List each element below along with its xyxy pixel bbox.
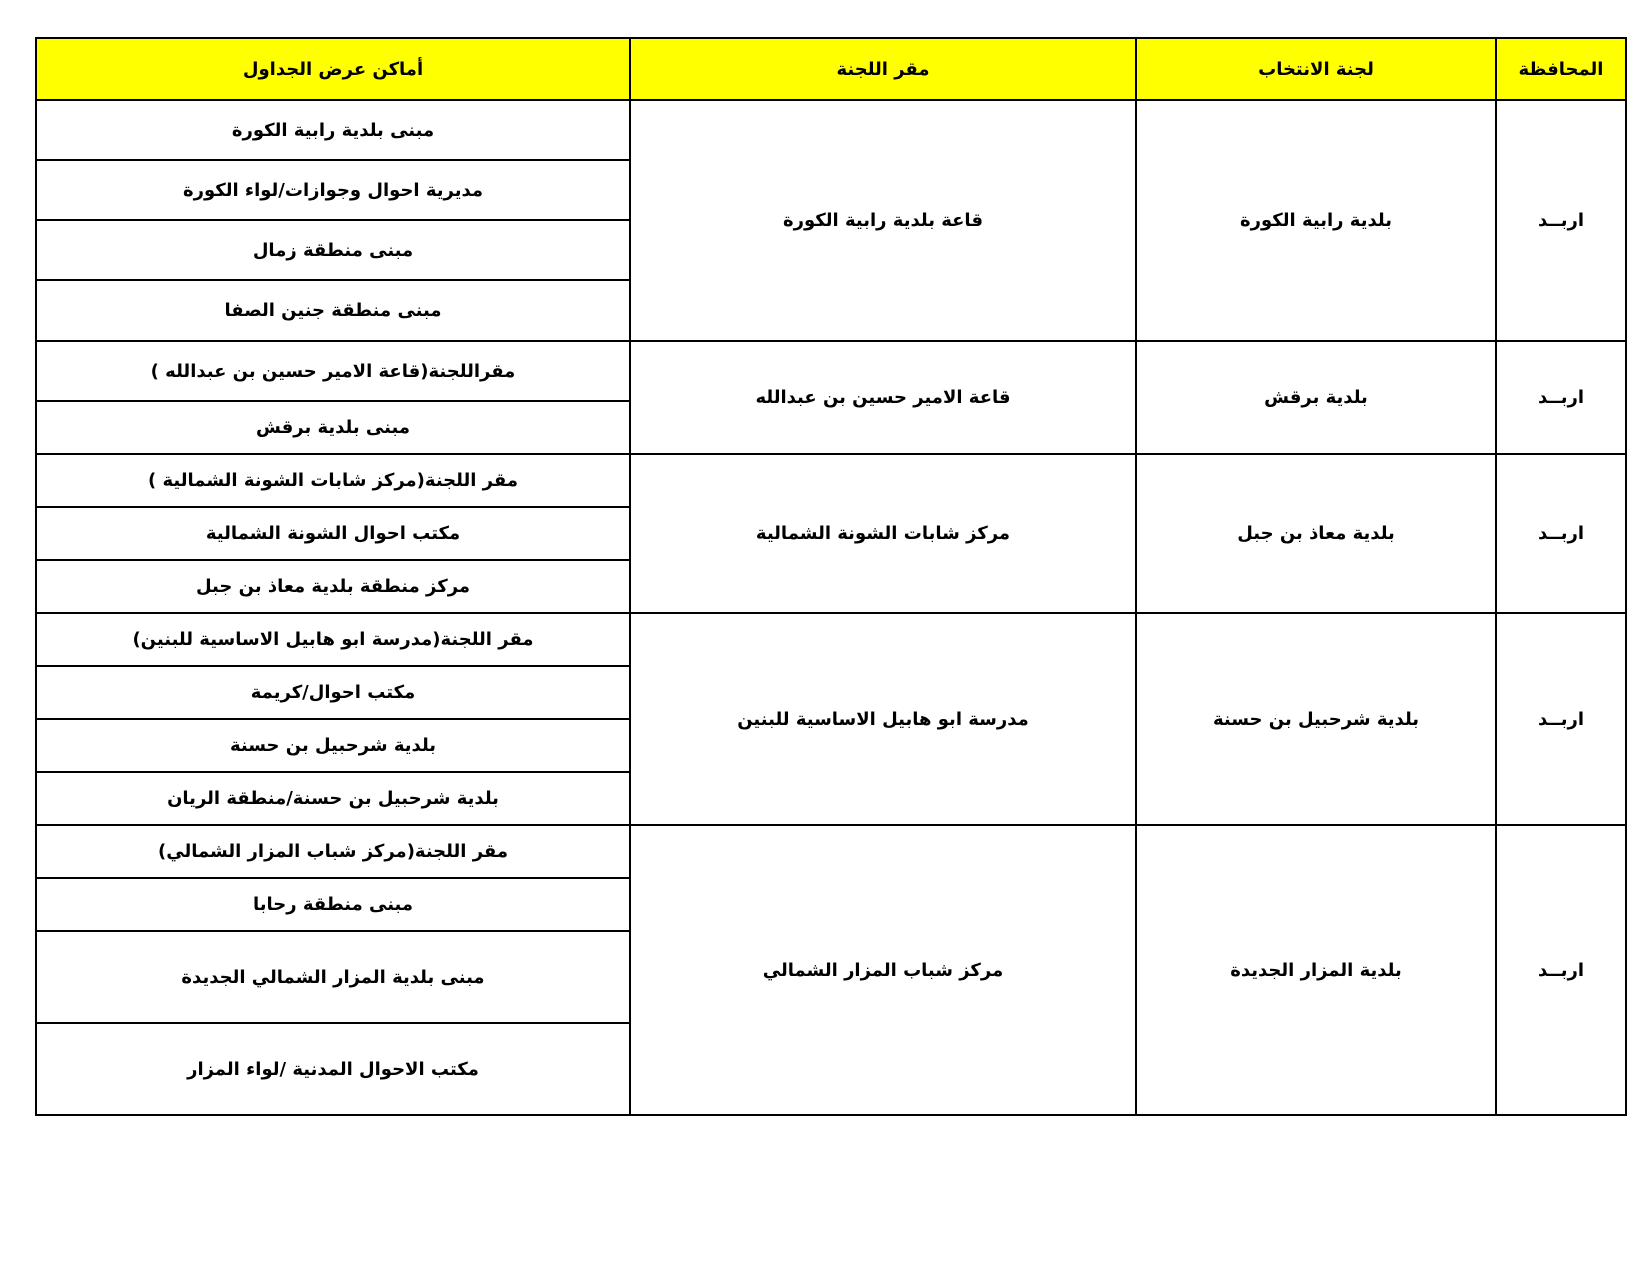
committee-cell: بلدية رابية الكورة [1136,100,1496,341]
display-place-cell: مكتب احوال الشونة الشمالية [36,507,630,560]
table-row [36,825,1626,878]
header-row [36,38,1626,100]
table-row [36,613,1626,666]
governorate-cell: اربــد [1496,454,1626,613]
committee-cell: بلدية معاذ بن جبل [1136,454,1496,613]
governorate-cell: اربــد [1496,341,1626,454]
committee-cell: بلدية شرحبيل بن حسنة [1136,613,1496,825]
seat-cell: قاعة الامير حسين بن عبدالله [630,341,1136,454]
display-place-cell: مبنى منطقة رحابا [36,878,630,931]
display-place-cell: مبنى بلدية برقش [36,401,630,454]
table-row [36,454,1626,507]
committees-table [35,37,1627,1116]
display-place-cell: مكتب احوال/كريمة [36,666,630,719]
display-place-cell: مكتب الاحوال المدنية /لواء المزار [36,1023,630,1115]
header-seat: مقر اللجنة [630,38,1136,100]
table-row [36,100,1626,160]
committee-cell: بلدية المزار الجديدة [1136,825,1496,1115]
seat-cell: مدرسة ابو هابيل الاساسية للبنين [630,613,1136,825]
governorate-cell: اربــد [1496,825,1626,1115]
governorate-cell: اربــد [1496,100,1626,341]
seat-cell: مركز شباب المزار الشمالي [630,825,1136,1115]
table-row [36,341,1626,401]
display-place-cell: بلدية شرحبيل بن حسنة/منطقة الريان [36,772,630,825]
display-place-cell: مقر اللجنة(مركز شباب المزار الشمالي) [36,825,630,878]
display-place-cell: مبنى منطقة زمال [36,220,630,280]
display-place-cell: مقراللجنة(قاعة الامير حسين بن عبدالله ) [36,341,630,401]
display-place-cell: مبنى بلدية المزار الشمالي الجديدة [36,931,630,1023]
display-place-cell: مبنى بلدية رابية الكورة [36,100,630,160]
header-display-places: أماكن عرض الجداول [36,38,630,100]
display-place-cell: مركز منطقة بلدية معاذ بن جبل [36,560,630,613]
display-place-cell: مقر اللجنة(مركز شابات الشونة الشمالية ) [36,454,630,507]
committee-cell: بلدية برقش [1136,341,1496,454]
seat-cell: مركز شابات الشونة الشمالية [630,454,1136,613]
seat-cell: قاعة بلدية رابية الكورة [630,100,1136,341]
header-governorate: المحافظة [1496,38,1626,100]
display-place-cell: مقر اللجنة(مدرسة ابو هابيل الاساسية للبنين) [36,613,630,666]
display-place-cell: بلدية شرحبيل بن حسنة [36,719,630,772]
display-place-cell: مديرية احوال وجوازات/لواء الكورة [36,160,630,220]
display-place-cell: مبنى منطقة جنين الصفا [36,280,630,341]
header-committee: لجنة الانتخاب [1136,38,1496,100]
governorate-cell: اربــد [1496,613,1626,825]
